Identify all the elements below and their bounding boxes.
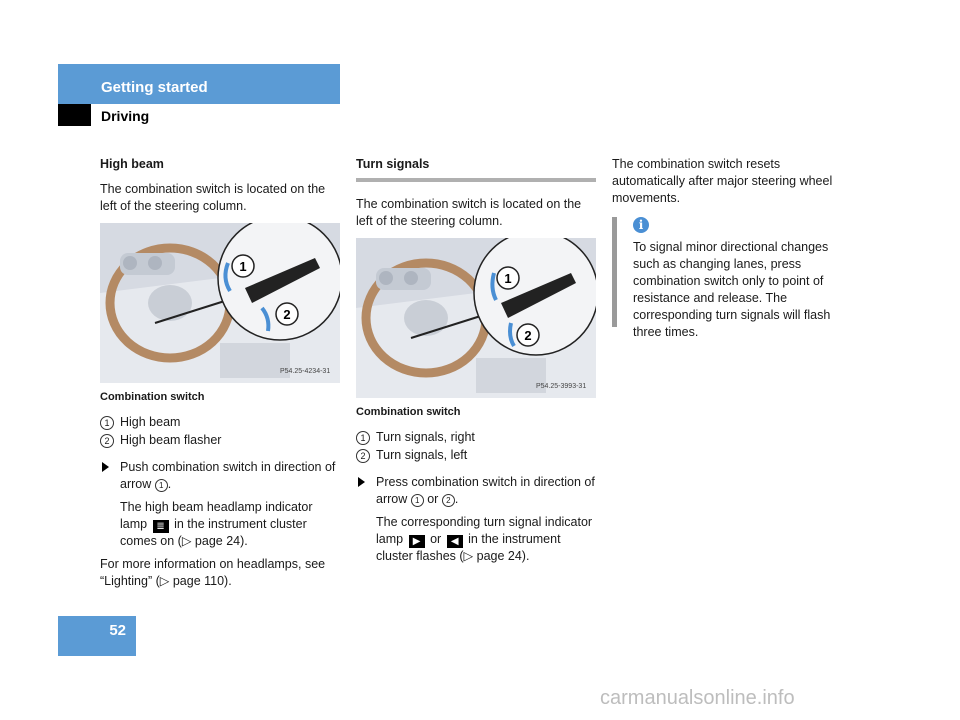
- combination-switch-figure: [100, 223, 340, 383]
- step-number: 1: [155, 479, 168, 492]
- indicator-text-b: in the instrument cluster comes on (▷ page 24).: [120, 517, 307, 548]
- info-note-text: To signal minor directional changes such as changing lanes, press combination switch only to point of resistance and release. The corresponding turn signals will flash three times.: [633, 240, 831, 339]
- legend-number: 2: [100, 434, 114, 448]
- more-info-text: For more information on headlamps, see “Lighting” (▷ page 110).: [100, 557, 326, 588]
- indicator-or: or: [430, 532, 442, 546]
- subsection-title: Driving: [101, 108, 150, 124]
- reset-text: The combination switch resets automatically after major steering wheel movements.: [612, 157, 833, 205]
- legend-label: High beam flasher: [120, 433, 222, 447]
- legend-label: Turn signals, right: [376, 430, 475, 444]
- indicator-text-a: The high beam headlamp indicator lamp: [120, 500, 313, 531]
- figure-caption: Combination switch: [100, 391, 205, 403]
- figure-code: P54.25-4234-31: [280, 368, 331, 375]
- heading-high-beam: High beam: [100, 157, 164, 171]
- dashboard-illustration: [100, 223, 340, 383]
- intro-text: The combination switch is located on the left of the steering column.: [356, 197, 582, 228]
- legend-number: 2: [356, 449, 370, 463]
- column-reset: [612, 156, 852, 339]
- instruction-step: Push combination switch in direction of arrow 1 .: [100, 459, 340, 493]
- bullet-arrow-icon: [358, 477, 365, 487]
- indicator-note: [356, 514, 596, 565]
- step-number: 1: [411, 494, 424, 507]
- svg-text:1: 1: [504, 271, 512, 286]
- page-number: 52: [109, 622, 126, 639]
- svg-text:2: 2: [524, 328, 532, 343]
- legend-number: 1: [356, 431, 370, 445]
- legend-item: [100, 414, 340, 431]
- instruction-step: Press combination switch in direction of arrow 1 or 2 .: [356, 474, 596, 508]
- legend-item: [356, 429, 596, 446]
- step-text: Push combination switch in direction of arrow: [120, 460, 336, 491]
- indicator-text-a: The corresponding turn signal indicator lamp: [376, 515, 593, 546]
- figure-caption: Combination switch: [356, 406, 461, 418]
- info-note: [612, 217, 852, 339]
- bullet-arrow-icon: [102, 462, 109, 472]
- figure-code: P54.25-3993-31: [536, 383, 587, 390]
- legend-item: [100, 432, 340, 449]
- column-turn-signals: [356, 156, 596, 565]
- turn-right-lamp-icon: ▶: [409, 535, 425, 548]
- intro-text: The combination switch is located on the left of the steering column.: [100, 182, 326, 213]
- step-text: Press combination switch in direction of arrow: [376, 475, 595, 506]
- watermark: carmanualsonline.info: [600, 687, 795, 709]
- subsection-marker: [58, 104, 91, 126]
- indicator-text-b: in the instrument cluster flashes (▷ page 24).: [376, 532, 561, 563]
- legend-number: 1: [100, 416, 114, 430]
- step-or: or: [427, 492, 439, 506]
- legend-label: High beam: [120, 415, 181, 429]
- section-title: Getting started: [101, 79, 208, 96]
- column-high-beam: [100, 156, 340, 596]
- svg-text:2: 2: [283, 307, 291, 322]
- legend-label: Turn signals, left: [376, 448, 468, 462]
- svg-text:1: 1: [239, 259, 247, 274]
- info-icon: i: [633, 217, 649, 233]
- dashboard-illustration: [356, 238, 596, 398]
- turn-left-lamp-icon: ◀: [447, 535, 463, 548]
- combination-switch-figure: [356, 238, 596, 398]
- legend-item: [356, 447, 596, 464]
- indicator-note: [100, 499, 340, 550]
- high-beam-lamp-icon: ≣: [153, 520, 169, 533]
- heading-turn-signals: Turn signals: [356, 156, 596, 182]
- step-number: 2: [442, 494, 455, 507]
